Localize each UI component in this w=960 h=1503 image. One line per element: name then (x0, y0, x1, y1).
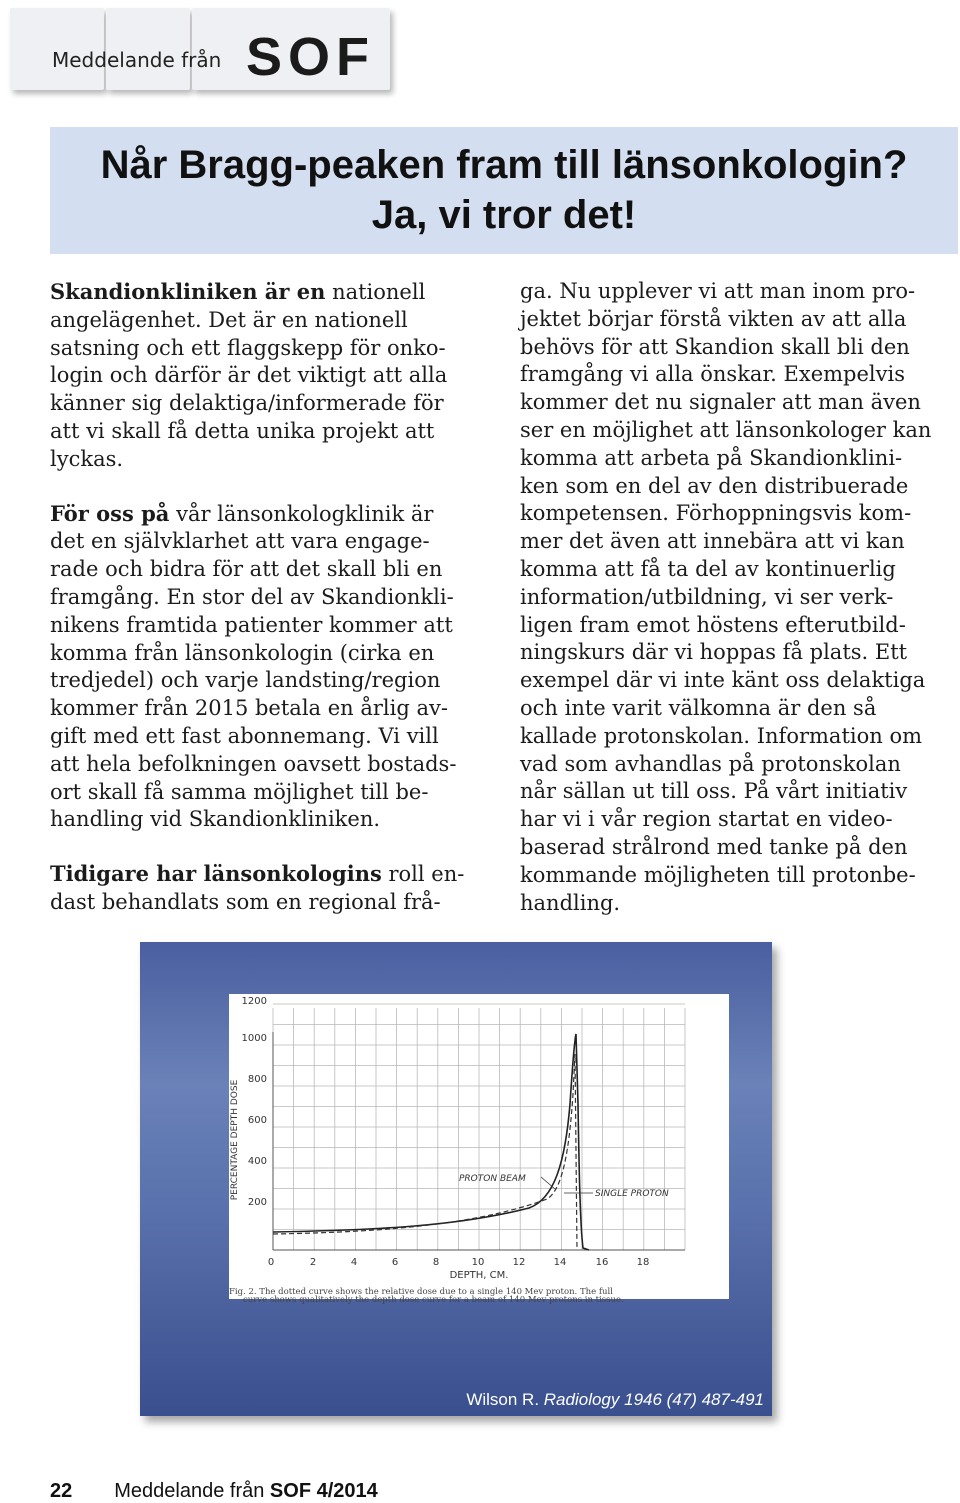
x-axis-title: DEPTH, CM. (449, 1270, 509, 1281)
y-tick-label: 800 (247, 1074, 267, 1085)
x-tick-label: 14 (553, 1257, 567, 1268)
paragraph (50, 860, 490, 917)
citation-author: Wilson R. (466, 1390, 544, 1409)
paragraph (50, 278, 490, 474)
bragg-peak-figure (140, 942, 772, 1416)
header-label: Meddelande från (52, 48, 222, 72)
sof-logo: SOF (246, 27, 376, 87)
header-tabs (10, 8, 390, 90)
proton-beam-curve (273, 1034, 589, 1250)
page-title: Når Bragg-peaken fram till länsonkologin? (100, 143, 908, 187)
citation-source: Radiology 1946 (47) 487-491 (543, 1390, 764, 1409)
paragraph-lead: Tidigare har länsonkologins (50, 861, 382, 887)
y-tick-label: 1200 (241, 996, 267, 1007)
x-tick-label: 8 (432, 1257, 440, 1268)
single-proton-label: SINGLE PROTON (595, 1189, 669, 1199)
y-tick-label: 1000 (241, 1033, 267, 1044)
figure-caption-line2: curve shows qualitatively the depth dose curve for a beam of 140 Mev protons in tissue. (243, 1295, 624, 1305)
paragraph (50, 500, 490, 835)
y-axis-title: PERCENTAGE DEPTH DOSE (230, 1079, 240, 1201)
paragraph-body: ga. Nu upplever vi att man inom pro- jektet börjar förstå vikten av att alla behövs för att Skandion skall bli den framgång vi alla önskar. Exempelvis kommer det nu signaler att man även ser en möjlighet att länsonkologer kan komma att arbeta på Skandionklini- ken som en del av den distribuerade kompetensen. Förhoppningsvis kom- mer det även att innebära att vi kan komma att få ta del av kontinuerlig information/utbildning, vi ser verk- ligen fram emot höstens efterutbild- ningskurs där vi hoppas få plats. Ett exempel där vi inte känt oss delaktiga och inte varit välkomna är den så kallade protonskolan. Information om vad som avhandlas på protonskolan når sällan ut till oss. På vårt initiativ har vi i vår region startat en video- baserad strålrond med tanke på den kommande möjligheten till protonbe- handling. (520, 279, 932, 915)
paragraph-body: vår länsonkologklinik är det en självklarhet att vara engage- rade och bidra för att det skall bli en framgång. En stor del av Skandionkli- nikens framtida patienter kommer att komma från länsonkologin (cirka en tredjedel) och varje landsting/region kommer från 2015 betala en årlig av- gift med ett fast abonnemang. Vi vill att hela befolkningen oavsett bostads- ort skall få samma möjlighet till be- handling vid Skandionkliniken. (50, 501, 457, 832)
figure-plot-panel (229, 994, 729, 1305)
proton-beam-label: PROTON BEAM (459, 1174, 526, 1184)
y-tick-label: 400 (247, 1156, 267, 1167)
page-subtitle: Ja, vi tror det! (371, 193, 637, 237)
footer-publication: Meddelande från (114, 1480, 270, 1502)
x-tick-label: 16 (595, 1257, 609, 1268)
x-tick-label: 4 (350, 1257, 358, 1268)
left-column (50, 278, 490, 943)
x-tick-label: 6 (391, 1257, 399, 1268)
depth-dose-plot (229, 994, 729, 1299)
right-column (520, 278, 956, 943)
figure-citation (466, 1390, 764, 1410)
single-proton-curve (273, 1054, 577, 1250)
paragraph-body: roll en- dast behandlats som en regional frå- (50, 862, 465, 914)
y-tick-label: 200 (247, 1197, 267, 1208)
x-tick-label: 0 (267, 1257, 275, 1268)
paragraph-lead: För oss på (50, 500, 170, 526)
page-number: 22 (50, 1480, 73, 1502)
title-banner (50, 127, 958, 254)
page-footer (50, 1480, 378, 1503)
x-tick-label: 10 (471, 1257, 485, 1268)
paragraph-lead: Skandionkliniken är en (50, 279, 326, 304)
y-tick-label: 600 (247, 1115, 267, 1126)
x-tick-label: 18 (636, 1257, 650, 1268)
footer-issue: SOF 4/2014 (269, 1480, 378, 1502)
x-tick-label: 12 (512, 1257, 526, 1268)
paragraph-body: nationell angelägenhet. Det är en nationell satsning och ett flaggskepp för onko- login och därför är det viktigt att alla känner sig delaktiga/informerade för att vi skall få detta unika projekt att lyckas. (50, 280, 448, 471)
x-tick-label: 2 (309, 1257, 317, 1268)
figure-caption-line1: Fig. 2. The dotted curve shows the relative dose due to a single 140 Mev proton. The full (229, 1287, 613, 1297)
